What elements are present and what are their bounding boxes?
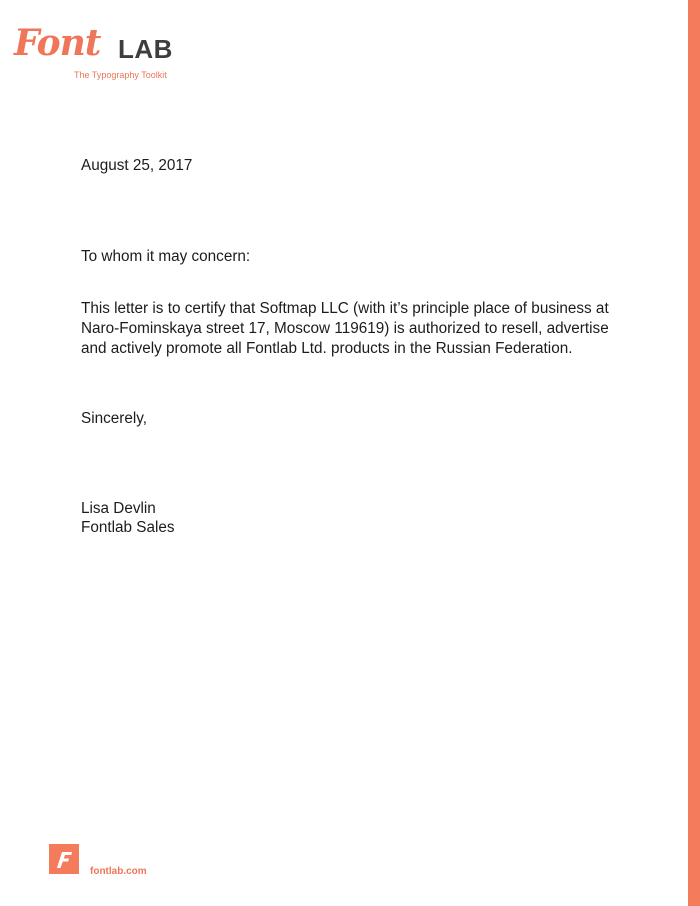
letter-body-line: and actively promote all Fontlab Ltd. products in the Russian Federation. [81,340,573,357]
letter-date: August 25, 2017 [81,157,193,174]
logo-tagline: The Typography Toolkit [74,70,167,80]
letter-salutation: To whom it may concern: [81,248,251,265]
footer-website-link[interactable]: fontlab.com [90,866,147,877]
letter-body [81,299,609,359]
letter-body-line: This letter is to certify that Softmap LLC (with it’s principle place of business at [81,300,609,317]
fontlab-f-icon [49,844,79,879]
letter-closing: Sincerely, [81,410,148,427]
fontlab-logo [14,22,174,88]
signatory-title: Fontlab Sales [81,519,175,536]
logo-script-font: Font [14,22,101,64]
right-edge-stripe [688,0,700,906]
letter-body-line: Naro-Fominskaya street 17, Moscow 119619) is authorized to resell, advertise [81,320,609,337]
signatory-name: Lisa Devlin [81,500,156,517]
logo-lab: LAB [118,34,173,64]
